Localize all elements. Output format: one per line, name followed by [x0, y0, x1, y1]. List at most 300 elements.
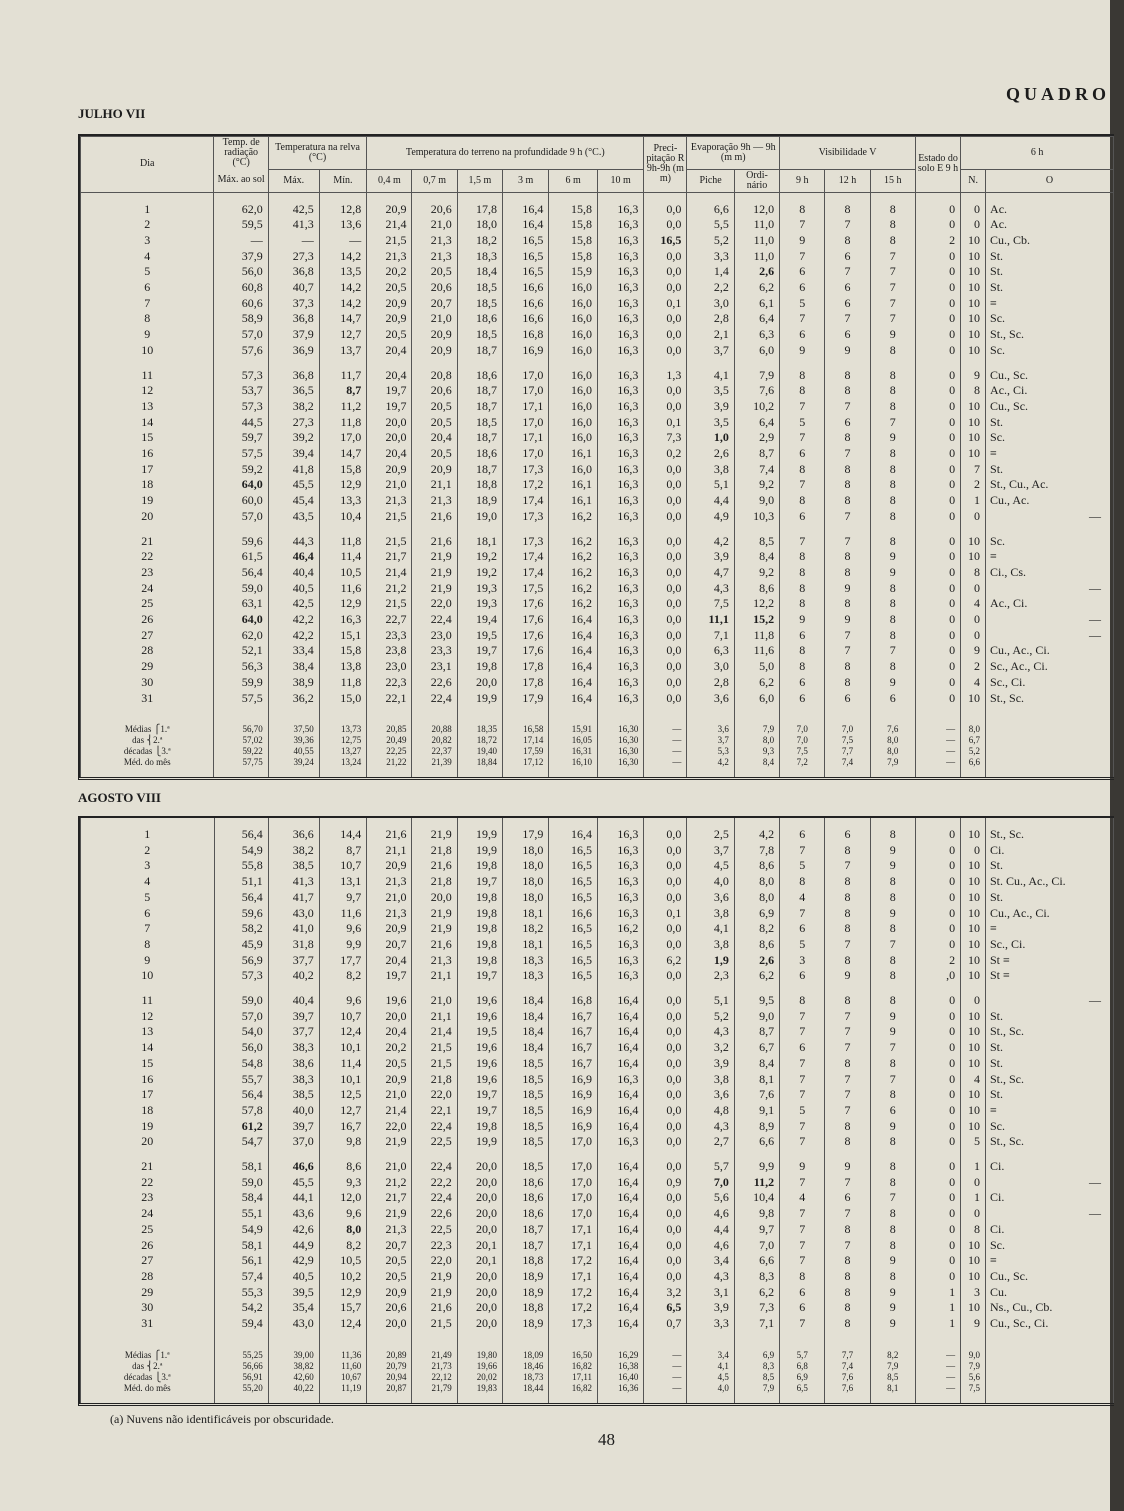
data-cell: 5 [780, 858, 825, 874]
data-cell: 18,5 [457, 296, 502, 312]
mean-cell: 7,6 [825, 1383, 870, 1394]
data-cell: 20,9 [367, 311, 412, 327]
data-cell: 0,0 [644, 509, 687, 525]
data-cell: 8 [870, 343, 915, 359]
data-cell: 0,0 [644, 1159, 687, 1175]
data-cell: 16,3 [597, 311, 643, 327]
data-cell: 4,6 [687, 1206, 735, 1222]
data-cell: 2,7 [687, 1134, 735, 1150]
data-cell: 16,9 [549, 1087, 598, 1103]
data-cell: 17,0 [549, 1175, 598, 1191]
data-cell: 38,4 [268, 659, 319, 675]
data-cell: 20,5 [412, 264, 457, 280]
data-cell: 19,7 [367, 399, 412, 415]
data-cell: 41,7 [268, 890, 319, 906]
data-cell: 61,2 [214, 1119, 268, 1135]
table-row [81, 858, 1114, 874]
data-cell: 17,6 [502, 596, 548, 612]
mean-cell: 16,50 [549, 1350, 598, 1361]
data-cell: 14,2 [319, 249, 367, 265]
data-cell: 4 [961, 675, 986, 691]
data-cell: 0,0 [644, 1253, 687, 1269]
data-cell: 9,9 [734, 1159, 779, 1175]
data-cell: 10 [961, 549, 986, 565]
data-cell: 0 [915, 596, 960, 612]
data-cell: 37,3 [268, 296, 319, 312]
day-cell: 24 [81, 581, 214, 597]
mean-cell: 21,79 [412, 1383, 457, 1394]
data-cell: 19,9 [457, 1134, 502, 1150]
data-cell: 19,0 [457, 509, 502, 525]
data-cell: 21,5 [412, 1056, 457, 1072]
cloud-type-cell: ≡ [986, 549, 1114, 565]
mean-cell: — [644, 1361, 687, 1372]
mean-label: das ⎨2.ª [81, 1361, 215, 1372]
mean-cell: — [644, 724, 687, 735]
data-cell: 38,5 [268, 1087, 319, 1103]
data-cell: 0 [961, 509, 986, 525]
data-cell: 3,9 [687, 1300, 735, 1316]
data-cell: 16,4 [597, 1087, 643, 1103]
data-cell: 4,2 [734, 827, 779, 843]
data-cell: 17,3 [549, 1316, 598, 1332]
data-cell: 20,0 [367, 430, 412, 446]
data-cell: 8 [870, 1159, 915, 1175]
data-cell: 44,3 [268, 534, 319, 550]
data-cell: 40,7 [268, 280, 319, 296]
data-cell: 22,2 [412, 1175, 457, 1191]
header-precip-label: Preci- pitação R 9h-9h (m m) [646, 143, 685, 185]
data-cell: 18,6 [457, 368, 502, 384]
data-cell: 38,3 [268, 1072, 319, 1088]
table-row [81, 1040, 1114, 1056]
data-cell: 9 [870, 430, 915, 446]
data-cell: 17,0 [549, 1159, 598, 1175]
day-cell: 16 [81, 446, 214, 462]
data-cell: 46,4 [268, 549, 319, 565]
mean-cell: 7,7 [825, 1350, 870, 1361]
data-cell: 12,9 [319, 477, 367, 493]
data-cell: 20,0 [457, 1269, 502, 1285]
data-cell: 19,9 [457, 843, 502, 859]
data-cell: 8 [870, 953, 915, 969]
day-cell: 20 [81, 1134, 215, 1150]
data-cell: 16,3 [597, 509, 643, 525]
data-cell: 21,5 [412, 1040, 457, 1056]
data-cell: 3,6 [687, 691, 735, 707]
table-row [81, 477, 1114, 493]
table-row [81, 628, 1114, 644]
data-cell: 16,3 [597, 249, 643, 265]
data-cell: 8 [825, 890, 870, 906]
data-cell: 19,9 [457, 691, 502, 707]
data-cell: 21,0 [412, 311, 457, 327]
data-cell: 9 [870, 1300, 915, 1316]
day-cell: 29 [81, 659, 214, 675]
data-cell: 0 [915, 858, 960, 874]
mean-cell: 6,6 [961, 757, 986, 768]
header-terreno [367, 137, 644, 170]
data-cell: 8 [780, 462, 825, 478]
data-cell: 7 [870, 249, 915, 265]
data-cell: 8 [870, 368, 915, 384]
day-cell: 25 [81, 596, 214, 612]
cloud-type-cell: Ci. [986, 843, 1114, 859]
cloud-type-cell: St., Sc. [986, 1024, 1114, 1040]
data-cell: 19,7 [457, 874, 502, 890]
data-cell: 0 [915, 890, 960, 906]
data-cell: 22,1 [412, 1103, 457, 1119]
data-cell: 0 [915, 1087, 960, 1103]
data-cell: 0 [915, 691, 960, 707]
data-cell: 12,4 [319, 1024, 367, 1040]
table-row [81, 1009, 1114, 1025]
data-cell: 20,0 [457, 1222, 502, 1238]
data-cell: 4,3 [687, 581, 735, 597]
mean-cell: 39,36 [268, 735, 319, 746]
data-cell: 4,6 [687, 1238, 735, 1254]
data-cell: 9,5 [734, 993, 779, 1009]
data-cell: 21,9 [412, 565, 457, 581]
data-cell: 57,0 [214, 327, 268, 343]
data-cell: 21,5 [412, 1316, 457, 1332]
day-cell: 31 [81, 691, 214, 707]
data-cell: 17,4 [502, 493, 548, 509]
data-cell: 10 [961, 311, 986, 327]
data-cell: 18,4 [502, 1040, 548, 1056]
data-cell: 7 [870, 280, 915, 296]
data-cell: 42,6 [268, 1222, 319, 1238]
data-cell: 58,1 [214, 1238, 268, 1254]
data-cell: 16,2 [549, 509, 598, 525]
table-agosto [78, 816, 1114, 1406]
day-cell: 1 [81, 827, 215, 843]
data-cell: 17,0 [549, 1190, 598, 1206]
data-cell: 1,4 [687, 264, 735, 280]
data-cell: 7 [870, 937, 915, 953]
data-cell: 10 [961, 446, 986, 462]
data-cell: 16,4 [549, 612, 598, 628]
data-cell: 16,5 [549, 968, 598, 984]
data-cell: 55,7 [214, 1072, 268, 1088]
day-cell: 8 [81, 937, 215, 953]
mean-cell: 12,75 [319, 735, 367, 746]
data-cell: 16,4 [549, 691, 598, 707]
data-cell: 21,3 [412, 233, 457, 249]
day-cell: 2 [81, 843, 215, 859]
data-cell: 18,7 [502, 1238, 548, 1254]
data-cell: 6 [825, 280, 870, 296]
data-cell: 0 [961, 612, 986, 628]
data-cell: 8 [825, 202, 870, 218]
data-cell: 7 [961, 462, 986, 478]
data-cell: 21,1 [412, 968, 457, 984]
data-cell: 8,3 [734, 1269, 779, 1285]
data-cell: 38,6 [268, 1056, 319, 1072]
data-cell: 22,4 [412, 1159, 457, 1175]
data-cell: 21,0 [367, 890, 412, 906]
data-cell: 7 [870, 415, 915, 431]
data-cell: 18,7 [457, 399, 502, 415]
data-cell: 16,7 [549, 1040, 598, 1056]
cloud-type-cell: St ≡ [986, 953, 1114, 969]
data-cell: 56,4 [214, 565, 268, 581]
data-cell: 33,4 [268, 643, 319, 659]
data-cell: 8,5 [734, 534, 779, 550]
header-max: Máx. [283, 174, 305, 186]
data-cell: 7 [825, 937, 870, 953]
data-cell: 35,4 [268, 1300, 319, 1316]
data-cell: 6,3 [734, 327, 779, 343]
data-cell: 0,0 [644, 477, 687, 493]
mean-cell: 5,2 [961, 746, 986, 757]
data-cell: 22,5 [412, 1134, 457, 1150]
data-cell: 57,5 [214, 691, 268, 707]
mean-cell: 9,3 [734, 746, 779, 757]
data-cell: 8 [825, 993, 870, 1009]
day-cell: 4 [81, 874, 215, 890]
data-cell: 22,7 [367, 612, 412, 628]
data-cell: 21,3 [367, 249, 412, 265]
cloud-type-cell: Cu., Ac., Ci. [986, 906, 1114, 922]
data-cell: 16,3 [597, 217, 643, 233]
data-cell: 18,7 [457, 383, 502, 399]
data-cell: 9 [825, 343, 870, 359]
day-cell: 30 [81, 675, 214, 691]
mean-cell: 37,50 [268, 724, 319, 735]
data-cell: 22,0 [412, 1253, 457, 1269]
data-cell: 0 [915, 628, 960, 644]
data-cell: 16,4 [597, 1119, 643, 1135]
data-cell: 16,0 [549, 327, 598, 343]
data-cell: 18,4 [457, 264, 502, 280]
data-cell: 14,4 [319, 827, 367, 843]
data-cell: 0,0 [644, 383, 687, 399]
data-cell: 16,3 [597, 327, 643, 343]
table-row [81, 383, 1114, 399]
data-cell: 2,3 [687, 968, 735, 984]
data-cell: 0,0 [644, 874, 687, 890]
data-cell: 7 [825, 311, 870, 327]
cloud-type-cell: Sc. [986, 1119, 1114, 1135]
data-cell: 0 [961, 993, 986, 1009]
data-cell: 0 [961, 217, 986, 233]
data-cell: 7 [825, 446, 870, 462]
mean-cell: 9,0 [961, 1350, 986, 1361]
data-cell: 16,3 [597, 415, 643, 431]
data-cell: 7 [780, 1009, 825, 1025]
data-cell: 58,1 [214, 1159, 268, 1175]
day-cell: 3 [81, 858, 215, 874]
cloud-type-cell: ≡ [986, 921, 1114, 937]
data-cell: 8 [870, 596, 915, 612]
data-cell: 18,5 [502, 1072, 548, 1088]
day-cell: 20 [81, 509, 214, 525]
day-cell: 1 [81, 202, 214, 218]
data-cell: 60,8 [214, 280, 268, 296]
data-cell: 37,9 [268, 327, 319, 343]
data-cell: 5,2 [687, 233, 735, 249]
data-cell: 8 [780, 596, 825, 612]
data-cell: 6 [825, 827, 870, 843]
header-relva-label: Temperatura na relva (°C) [275, 141, 360, 163]
data-cell: 10 [961, 233, 986, 249]
header-depth: 6 m [565, 174, 581, 186]
header-rad-sub: Máx. ao sol [217, 174, 265, 186]
data-cell: 16,3 [597, 493, 643, 509]
table-row [81, 368, 1114, 384]
data-cell: 0,0 [644, 1087, 687, 1103]
data-cell: 16,4 [597, 1253, 643, 1269]
data-cell: 0,0 [644, 493, 687, 509]
data-cell: 5,0 [734, 659, 779, 675]
data-cell: 10 [961, 874, 986, 890]
data-cell: 16,4 [549, 659, 598, 675]
data-cell: 16,4 [549, 628, 598, 644]
data-cell: 13,5 [319, 264, 367, 280]
data-cell: 18,0 [457, 217, 502, 233]
table-row [81, 296, 1114, 312]
day-cell: 10 [81, 343, 214, 359]
data-cell: 12,9 [319, 1285, 367, 1301]
data-cell: 9 [825, 1159, 870, 1175]
data-cell: 46,6 [268, 1159, 319, 1175]
data-cell: 16,3 [597, 477, 643, 493]
data-cell: 17,0 [502, 383, 548, 399]
data-cell: 0,0 [644, 217, 687, 233]
data-cell: 0 [915, 1134, 960, 1150]
data-cell: 0,0 [644, 858, 687, 874]
cloud-type-cell: Sc., Ac., Ci. [986, 659, 1114, 675]
data-cell: 16,4 [549, 675, 598, 691]
header-solo-label: Estado do solo E 9 h [917, 153, 959, 175]
data-cell: 21,1 [412, 477, 457, 493]
data-cell: 18,9 [457, 493, 502, 509]
mean-cell: 22,12 [412, 1372, 457, 1383]
day-cell: 28 [81, 1269, 215, 1285]
data-cell: 37,0 [268, 1134, 319, 1150]
header-precip [644, 137, 687, 193]
mean-cell: 7,6 [870, 724, 915, 735]
cloud-type-cell: St. [986, 1087, 1114, 1103]
data-cell: 1 [915, 1300, 960, 1316]
table-row [81, 993, 1114, 1009]
mean-cell: 4,0 [687, 1383, 735, 1394]
mean-cell: 16,58 [502, 724, 548, 735]
data-cell: 0,1 [644, 296, 687, 312]
data-cell: 16,4 [549, 827, 598, 843]
data-cell: 40,5 [268, 581, 319, 597]
data-cell: 16,4 [597, 1285, 643, 1301]
mean-cell: 6,7 [961, 735, 986, 746]
data-cell: 10,7 [319, 1009, 367, 1025]
data-cell: 17,0 [502, 415, 548, 431]
cloud-type-cell: Ac., Ci. [986, 383, 1114, 399]
data-cell: 10,5 [319, 1253, 367, 1269]
data-cell: 21,0 [367, 1159, 412, 1175]
data-cell: 16,3 [597, 1134, 643, 1150]
data-cell: 8 [825, 1269, 870, 1285]
data-cell: 56,0 [214, 264, 268, 280]
day-cell: 8 [81, 311, 214, 327]
day-cell: 28 [81, 643, 214, 659]
data-cell: 20,9 [412, 327, 457, 343]
data-cell: 57,6 [214, 343, 268, 359]
data-cell: 8,0 [734, 890, 779, 906]
data-cell: 16,3 [597, 596, 643, 612]
data-cell: 16,3 [597, 343, 643, 359]
data-cell: 16,3 [597, 383, 643, 399]
data-cell: 0 [961, 202, 986, 218]
data-cell: 0,0 [644, 1190, 687, 1206]
data-cell: 2,5 [687, 827, 735, 843]
data-cell: 39,7 [268, 1009, 319, 1025]
data-cell: 21,3 [412, 493, 457, 509]
data-cell: 0 [915, 493, 960, 509]
data-cell: 36,2 [268, 691, 319, 707]
table-row [81, 249, 1114, 265]
data-cell: 2,2 [687, 280, 735, 296]
data-cell: 37,7 [268, 1024, 319, 1040]
data-cell: 0 [915, 202, 960, 218]
data-cell: 0 [961, 581, 986, 597]
data-cell: 55,8 [214, 858, 268, 874]
mean-cell: 3,6 [687, 724, 735, 735]
data-cell: 18,6 [457, 446, 502, 462]
data-cell: ,0 [915, 968, 960, 984]
data-cell: 0 [915, 1269, 960, 1285]
data-cell: 16,3 [597, 827, 643, 843]
data-cell: 8,0 [734, 874, 779, 890]
data-cell: 17,1 [549, 1222, 598, 1238]
data-cell: 42,5 [268, 202, 319, 218]
data-cell: 17,3 [502, 462, 548, 478]
data-cell: 21,9 [412, 827, 457, 843]
data-cell: 16,3 [597, 368, 643, 384]
cloud-type-cell: Cu., Ac., Ci. [986, 643, 1114, 659]
data-cell: 45,9 [214, 937, 268, 953]
data-cell: 15,8 [549, 249, 598, 265]
mean-cell: 21,49 [412, 1350, 457, 1361]
data-cell: 0 [915, 1072, 960, 1088]
data-cell: 6,2 [734, 675, 779, 691]
data-cell: 17,3 [502, 509, 548, 525]
data-cell: 19,7 [457, 643, 502, 659]
data-cell: 22,3 [412, 1238, 457, 1254]
data-cell: 9,7 [319, 890, 367, 906]
data-cell: 7,9 [734, 368, 779, 384]
data-cell: 20,0 [457, 1190, 502, 1206]
mean-row [81, 746, 1114, 757]
header-relva [268, 137, 366, 170]
cloud-type-cell: Ac., Ci. [986, 596, 1114, 612]
table-row [81, 327, 1114, 343]
day-cell: 6 [81, 280, 214, 296]
table-row [81, 565, 1114, 581]
data-cell: 21,9 [412, 906, 457, 922]
cloud-type-cell: Cu., Cb. [986, 233, 1114, 249]
data-cell: 0,9 [644, 1175, 687, 1191]
table-row [81, 691, 1114, 707]
data-cell: 0,0 [644, 311, 687, 327]
data-cell: 18,5 [502, 1056, 548, 1072]
cloud-type-cell: ≡ [986, 1103, 1114, 1119]
data-cell: 57,3 [214, 368, 268, 384]
data-cell: 8 [870, 628, 915, 644]
data-cell: 3,6 [687, 890, 735, 906]
data-cell: 20,9 [412, 343, 457, 359]
data-cell: 6,4 [734, 415, 779, 431]
